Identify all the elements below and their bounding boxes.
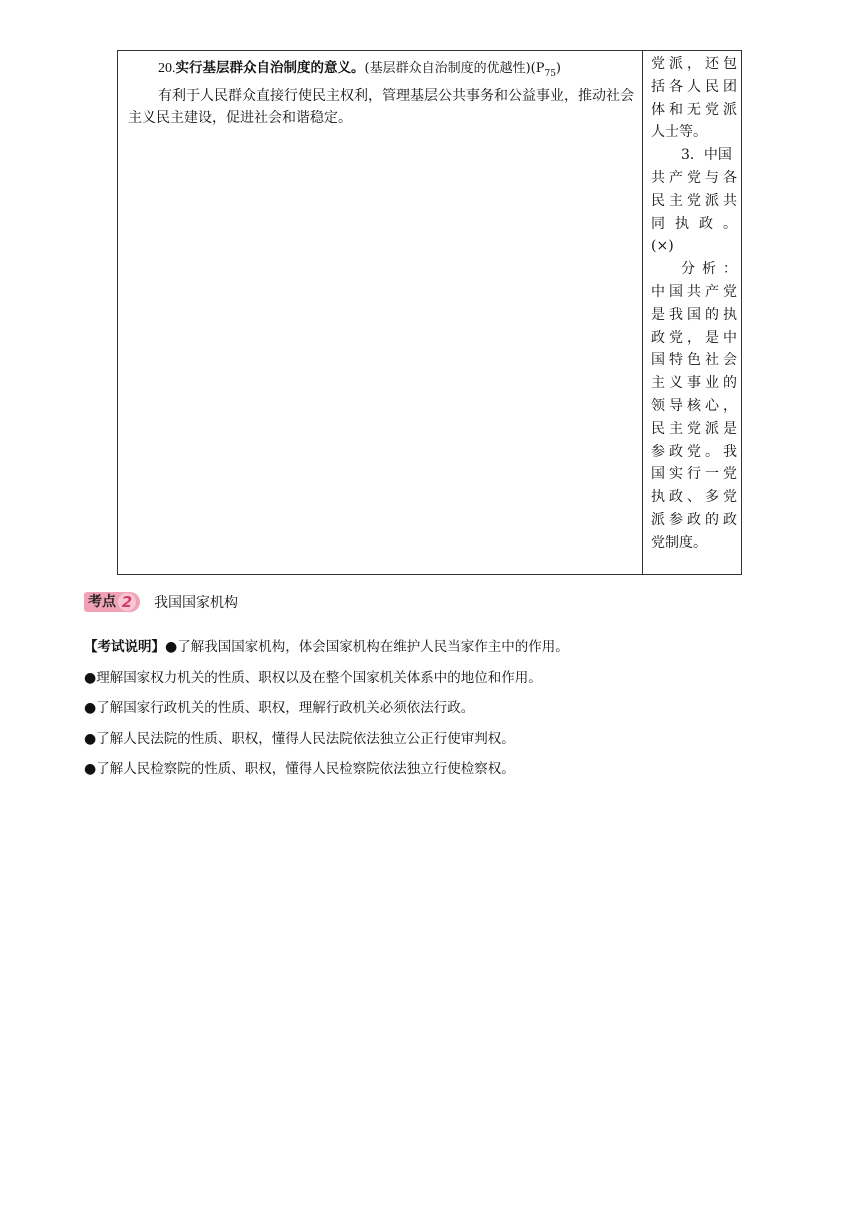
side-line: 人士等。 xyxy=(651,124,707,141)
bullet-icon: ● xyxy=(84,669,97,686)
question-note: (基层群众自治制度的优越性)(P xyxy=(364,61,545,76)
side-line: 是我国的执 xyxy=(651,306,737,323)
bullet-icon: ● xyxy=(84,730,97,747)
side-line: 主义事业的 xyxy=(651,375,737,392)
main-cell xyxy=(118,51,642,129)
answer-text: 有利于人民群众直接行使民主权利，管理基层公共事务和公益事业，推动社会主义民主建设，促进社会和谐稳定。 xyxy=(128,87,634,126)
kaodian-title: 我国国家机构 xyxy=(154,595,238,611)
kaodian-heading xyxy=(84,591,238,613)
side-line: 民主党派是 xyxy=(651,420,737,437)
side-line: 党派，还包 xyxy=(651,56,737,72)
side-cell xyxy=(643,51,743,555)
side-line: (×) xyxy=(651,238,674,255)
requirement-text: 了解人民法院的性质、职权，懂得人民法院依法独立公正行使审判权。 xyxy=(96,730,515,747)
requirement-text: 了解人民检察院的性质、职权，懂得人民检察院依法独立行使检察权。 xyxy=(96,761,515,777)
side-line: 执政、多党 xyxy=(651,489,737,506)
question-page: 75 xyxy=(544,68,556,79)
bullet-icon: ● xyxy=(84,761,97,777)
side-line: 领导核心， xyxy=(651,397,737,414)
side-line: 政党，是中 xyxy=(651,329,737,346)
side-line: 中国共产党 xyxy=(651,283,737,300)
side-line: 共产党与各 xyxy=(651,169,737,186)
question-note-end: ) xyxy=(555,61,561,76)
requirement-item xyxy=(84,724,784,755)
requirement-item xyxy=(84,754,784,785)
kaodian-badge xyxy=(84,592,140,612)
kaodian-number: 2 xyxy=(118,593,136,611)
requirement-text: 了解我国国家机构，体会国家机构在维护人民当家作主中的作用。 xyxy=(177,639,569,655)
question-line xyxy=(158,57,634,85)
requirement-item xyxy=(84,632,784,663)
side-line: 派参政的政 xyxy=(651,511,737,528)
question-number: 20. xyxy=(158,61,176,76)
side-line: 国实行一党 xyxy=(651,466,737,483)
side-line: 分析： xyxy=(681,261,737,278)
side-line: 参政党。我 xyxy=(651,443,737,460)
requirement-text: 理解国家权力机关的性质、职权以及在整个国家机关体系中的地位和作用。 xyxy=(96,669,542,686)
side-line: 括各人民团 xyxy=(651,78,737,95)
exam-requirements xyxy=(84,632,784,785)
side-line: 3．中国 xyxy=(681,147,732,164)
kaodian-badge-label: 考点 xyxy=(88,594,116,610)
side-line: 体和无党派 xyxy=(651,101,737,118)
requirement-item xyxy=(84,693,784,724)
side-line: 国特色社会 xyxy=(651,352,737,369)
side-line: 民主党派共 xyxy=(651,192,737,209)
knowledge-table xyxy=(117,50,742,575)
bullet-icon: ● xyxy=(165,639,178,655)
question-title: 实行基层群众自治制度的意义。 xyxy=(175,60,365,76)
requirement-item xyxy=(84,663,784,694)
side-line: 党制度。 xyxy=(651,534,707,551)
requirement-text: 了解国家行政机关的性质、职权，理解行政机关必须依法行政。 xyxy=(96,700,475,716)
requirements-label: 【考试说明】 xyxy=(84,639,165,655)
bullet-icon: ● xyxy=(84,700,97,716)
side-line: 同执政。 xyxy=(651,215,737,232)
